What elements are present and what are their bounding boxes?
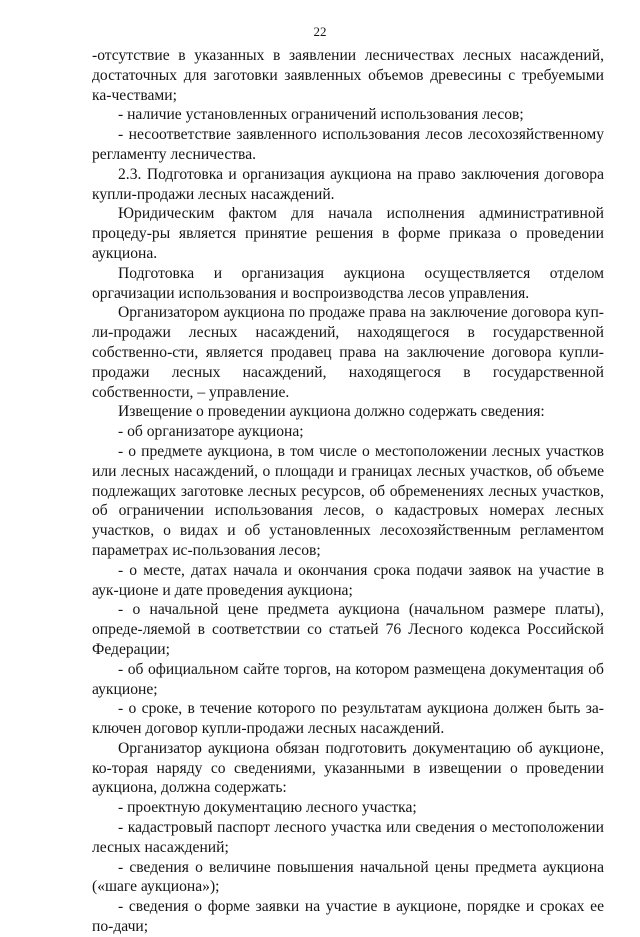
paragraph-8: Извещение о проведении аукциона должно содержать сведения: — [118, 403, 545, 421]
paragraph-10: - о предмете аукциона, в том числе о местоположении лесных участков или лесных насаждений, о площади и границах лесных участков, об объеме подлежащих заготовке лесных ресурсов, об обременениях лесных участков, об ограничении использования лесов, о кадастровых номерах лесных участков, о видах и об установленных лесохозяйственным регламентом параметрах ис-пользования лесов; — [92, 442, 604, 559]
paragraph-13: - об официальном сайте торгов, на котором размещена документация об аукционе; — [92, 660, 604, 698]
paragraph-12: - о начальной цене предмета аукциона (начальном размере платы), опреде-ляемой в соответствии со статьей 76 Лесного кодекса Российской Федерации; — [92, 601, 604, 658]
paragraph-17: - кадастровый паспорт лесного участка или сведения о местоположении лесных насаждений; — [92, 819, 604, 856]
paragraph-18: - сведения о величине повышения начальной цены предмета аукциона («шаге аукциона»); — [92, 858, 604, 896]
paragraph-14: - о сроке, в течение которого по результатам аукциона должен быть за-ключен договор купли-продажи лесных насаждений. — [92, 700, 604, 738]
paragraph-19: - сведения о форме заявки на участие в аукционе, порядке и сроках ее по-дачи; — [92, 898, 604, 936]
paragraph-15: Организатор аукциона обязан подготовить документацию об аукционе, ко-торая наряду со сведениями, указанными в извещении о проведении аукциона, должна содержать: — [92, 739, 604, 797]
paragraph-7: Организатором аукциона по продаже права на заключение договора куп-ли-продажи лесных насаждений, находящегося в государственной собственно-сти, является продавец права на заключение договора купли-продажи лесных насаждений, находящегося в государственной собственности, – управление. — [92, 304, 604, 401]
paragraph-16: - проектную документацию лесного участка; — [118, 799, 417, 817]
paragraph-2: - наличие установленных ограничений использования лесов; — [118, 106, 524, 124]
paragraph-1: -отсутствие в указанных в заявлении лесничествах лесных насаждений, достаточных для заготовки заявленных объемов древесины с требуемыми ка-чествами; — [92, 47, 604, 104]
paragraph-11: - о месте, датах начала и окончания срока подачи заявок на участие в аук-ционе и дате проведения аукциона; — [92, 561, 604, 599]
paragraph-4: 2.3. Подготовка и организация аукциона на право заключения договора купли-продажи лесных насаждений. — [92, 165, 604, 203]
paragraph-5: Юридическим фактом для начала исполнения административной процеду-ры является принятие решения в форме приказа о проведении аукциона. — [92, 205, 604, 262]
page-number: 22 — [313, 24, 327, 39]
paragraph-6: Подготовка и организация аукциона осуществляется отделом оргачизации использования и воспроизводства лесов управления. — [92, 264, 604, 302]
document-body — [92, 46, 604, 937]
paragraph-3: - несоответствие заявленного использования лесов лесохозяйственному регламенту лесничества. — [92, 126, 604, 163]
paragraph-9: - об организаторе аукциона; — [118, 423, 304, 441]
